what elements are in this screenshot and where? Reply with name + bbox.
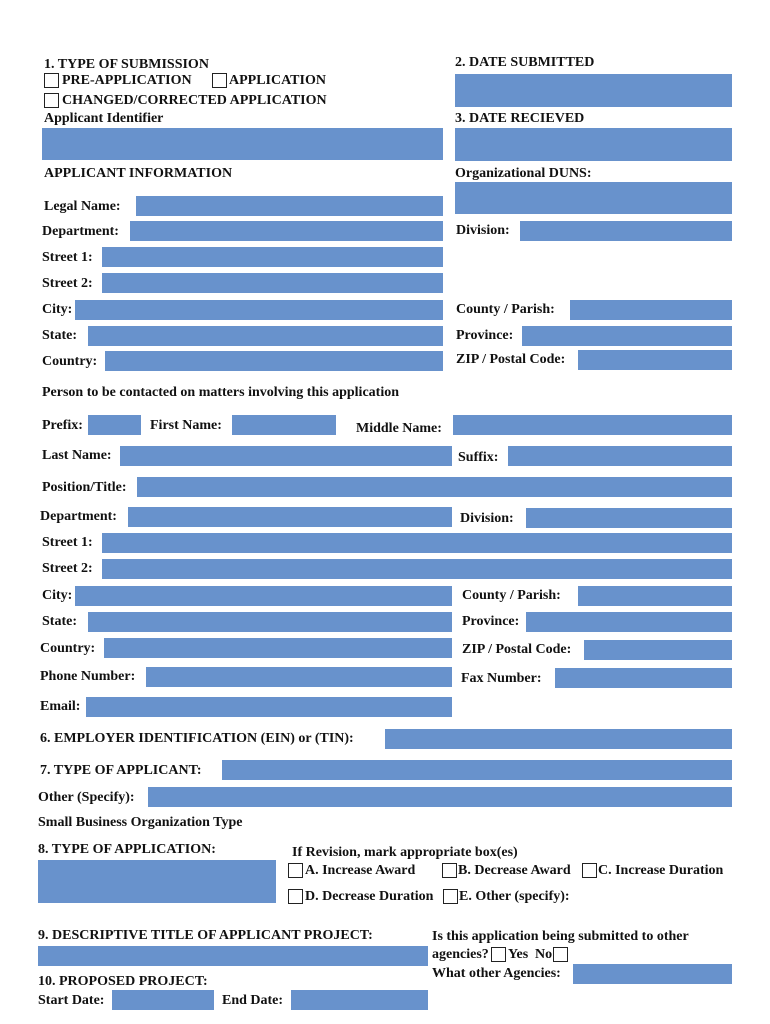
contact-department-label: Department: <box>40 509 117 524</box>
end-date-label: End Date: <box>222 993 284 1008</box>
state-field[interactable] <box>88 326 443 346</box>
contact-country-field[interactable] <box>104 638 452 658</box>
increase-award-checkbox[interactable] <box>288 863 303 878</box>
zip-field[interactable] <box>578 350 732 370</box>
type-of-application-field[interactable] <box>38 860 276 903</box>
application-checkbox[interactable] <box>212 73 227 88</box>
applicant-identifier-field[interactable] <box>42 128 443 160</box>
date-submitted-label: 2. DATE SUBMITTED <box>455 55 595 70</box>
county-label: County / Parish: <box>456 302 555 317</box>
pre-application-checkbox[interactable] <box>44 73 59 88</box>
contact-street2-field[interactable] <box>102 559 732 579</box>
pre-application-label: PRE-APPLICATION <box>62 73 192 88</box>
increase-award-label: A. Increase Award <box>305 863 416 878</box>
contact-state-field[interactable] <box>88 612 452 632</box>
contact-country-label: Country: <box>40 641 96 656</box>
other-specify-label: Other (Specify): <box>38 790 135 805</box>
project-title-field[interactable] <box>38 946 428 966</box>
changed-application-checkbox[interactable] <box>44 93 59 108</box>
contact-division-label: Division: <box>460 511 514 526</box>
phone-number-field[interactable] <box>146 667 452 687</box>
date-received-label: 3. DATE RECIEVED <box>455 111 585 126</box>
province-field[interactable] <box>522 326 732 346</box>
department-label: Department: <box>42 224 119 239</box>
fax-number-label: Fax Number: <box>461 671 542 686</box>
type-of-applicant-field[interactable] <box>222 760 732 780</box>
date-submitted-field[interactable] <box>455 74 732 107</box>
country-label: Country: <box>42 354 98 369</box>
yes-label: Yes <box>508 947 529 962</box>
contact-province-field[interactable] <box>526 612 732 632</box>
contact-county-field[interactable] <box>578 586 732 606</box>
contact-heading: Person to be contacted on matters involving this application <box>42 385 399 400</box>
contact-zip-field[interactable] <box>584 640 732 660</box>
street1-field[interactable] <box>102 247 443 267</box>
position-title-label: Position/Title: <box>42 480 127 495</box>
type-of-submission-heading: 1. TYPE OF SUBMISSION <box>44 57 209 72</box>
other-agencies-question-line2: agencies? <box>432 947 489 962</box>
contact-department-field[interactable] <box>128 507 452 527</box>
decrease-duration-checkbox[interactable] <box>288 889 303 904</box>
email-label: Email: <box>40 699 81 714</box>
what-other-agencies-label: What other Agencies: <box>432 966 561 981</box>
contact-state-label: State: <box>42 614 77 629</box>
legal-name-field[interactable] <box>136 196 443 216</box>
applicant-information-heading: APPLICANT INFORMATION <box>44 166 233 181</box>
date-received-field[interactable] <box>455 128 732 161</box>
ein-field[interactable] <box>385 729 732 749</box>
no-checkbox[interactable] <box>553 947 568 962</box>
position-title-field[interactable] <box>137 477 732 497</box>
first-name-field[interactable] <box>232 415 336 435</box>
no-label: No <box>535 947 553 962</box>
province-label: Province: <box>456 328 514 343</box>
division-field[interactable] <box>520 221 732 241</box>
contact-street2-label: Street 2: <box>42 561 93 576</box>
yes-checkbox[interactable] <box>491 947 506 962</box>
applicant-identifier-label: Applicant Identifier <box>44 111 164 126</box>
street1-label: Street 1: <box>42 250 93 265</box>
increase-duration-label: C. Increase Duration <box>598 863 724 878</box>
contact-county-label: County / Parish: <box>462 588 561 603</box>
decrease-award-label: B. Decrease Award <box>458 863 571 878</box>
increase-duration-checkbox[interactable] <box>582 863 597 878</box>
country-field[interactable] <box>105 351 443 371</box>
division-label: Division: <box>456 223 510 238</box>
contact-street1-label: Street 1: <box>42 535 93 550</box>
decrease-award-checkbox[interactable] <box>442 863 457 878</box>
revision-note: If Revision, mark appropriate box(es) <box>292 845 518 860</box>
contact-street1-field[interactable] <box>102 533 732 553</box>
state-label: State: <box>42 328 77 343</box>
street2-label: Street 2: <box>42 276 93 291</box>
contact-city-label: City: <box>42 588 73 603</box>
duns-label: Organizational DUNS: <box>455 166 592 181</box>
middle-name-label: Middle Name: <box>356 421 442 436</box>
project-title-label: 9. DESCRIPTIVE TITLE OF APPLICANT PROJECT: <box>38 928 373 943</box>
department-field[interactable] <box>130 221 443 241</box>
start-date-field[interactable] <box>112 990 214 1010</box>
last-name-field[interactable] <box>120 446 452 466</box>
suffix-field[interactable] <box>508 446 732 466</box>
small-business-label: Small Business Organization Type <box>38 815 243 830</box>
city-field[interactable] <box>75 300 443 320</box>
end-date-field[interactable] <box>291 990 428 1010</box>
contact-province-label: Province: <box>462 614 520 629</box>
street2-field[interactable] <box>102 273 443 293</box>
zip-label: ZIP / Postal Code: <box>456 352 566 367</box>
application-label: APPLICATION <box>229 73 326 88</box>
suffix-label: Suffix: <box>458 450 499 465</box>
type-of-application-label: 8. TYPE OF APPLICATION: <box>38 842 216 857</box>
other-specify-field[interactable] <box>148 787 732 807</box>
city-label: City: <box>42 302 73 317</box>
last-name-label: Last Name: <box>42 448 112 463</box>
start-date-label: Start Date: <box>38 993 105 1008</box>
phone-number-label: Phone Number: <box>40 669 136 684</box>
legal-name-label: Legal Name: <box>44 199 121 214</box>
county-field[interactable] <box>570 300 732 320</box>
proposed-project-label: 10. PROPOSED PROJECT: <box>38 974 208 989</box>
contact-division-field[interactable] <box>526 508 732 528</box>
fax-number-field[interactable] <box>555 668 732 688</box>
what-other-agencies-field[interactable] <box>573 964 732 984</box>
other-revision-checkbox[interactable] <box>443 889 458 904</box>
other-revision-label: E. Other (specify): <box>459 889 570 904</box>
prefix-field[interactable] <box>88 415 141 435</box>
type-of-applicant-label: 7. TYPE OF APPLICANT: <box>40 763 202 778</box>
duns-field[interactable] <box>455 182 732 214</box>
decrease-duration-label: D. Decrease Duration <box>305 889 434 904</box>
changed-application-label: CHANGED/CORRECTED APPLICATION <box>62 93 327 108</box>
first-name-label: First Name: <box>150 418 222 433</box>
ein-label: 6. EMPLOYER IDENTIFICATION (EIN) or (TIN): <box>40 731 354 746</box>
other-agencies-question-line1: Is this application being submitted to other <box>432 929 689 944</box>
email-field[interactable] <box>86 697 452 717</box>
contact-city-field[interactable] <box>75 586 452 606</box>
prefix-label: Prefix: <box>42 418 83 433</box>
contact-zip-label: ZIP / Postal Code: <box>462 642 572 657</box>
middle-name-field[interactable] <box>453 415 732 435</box>
